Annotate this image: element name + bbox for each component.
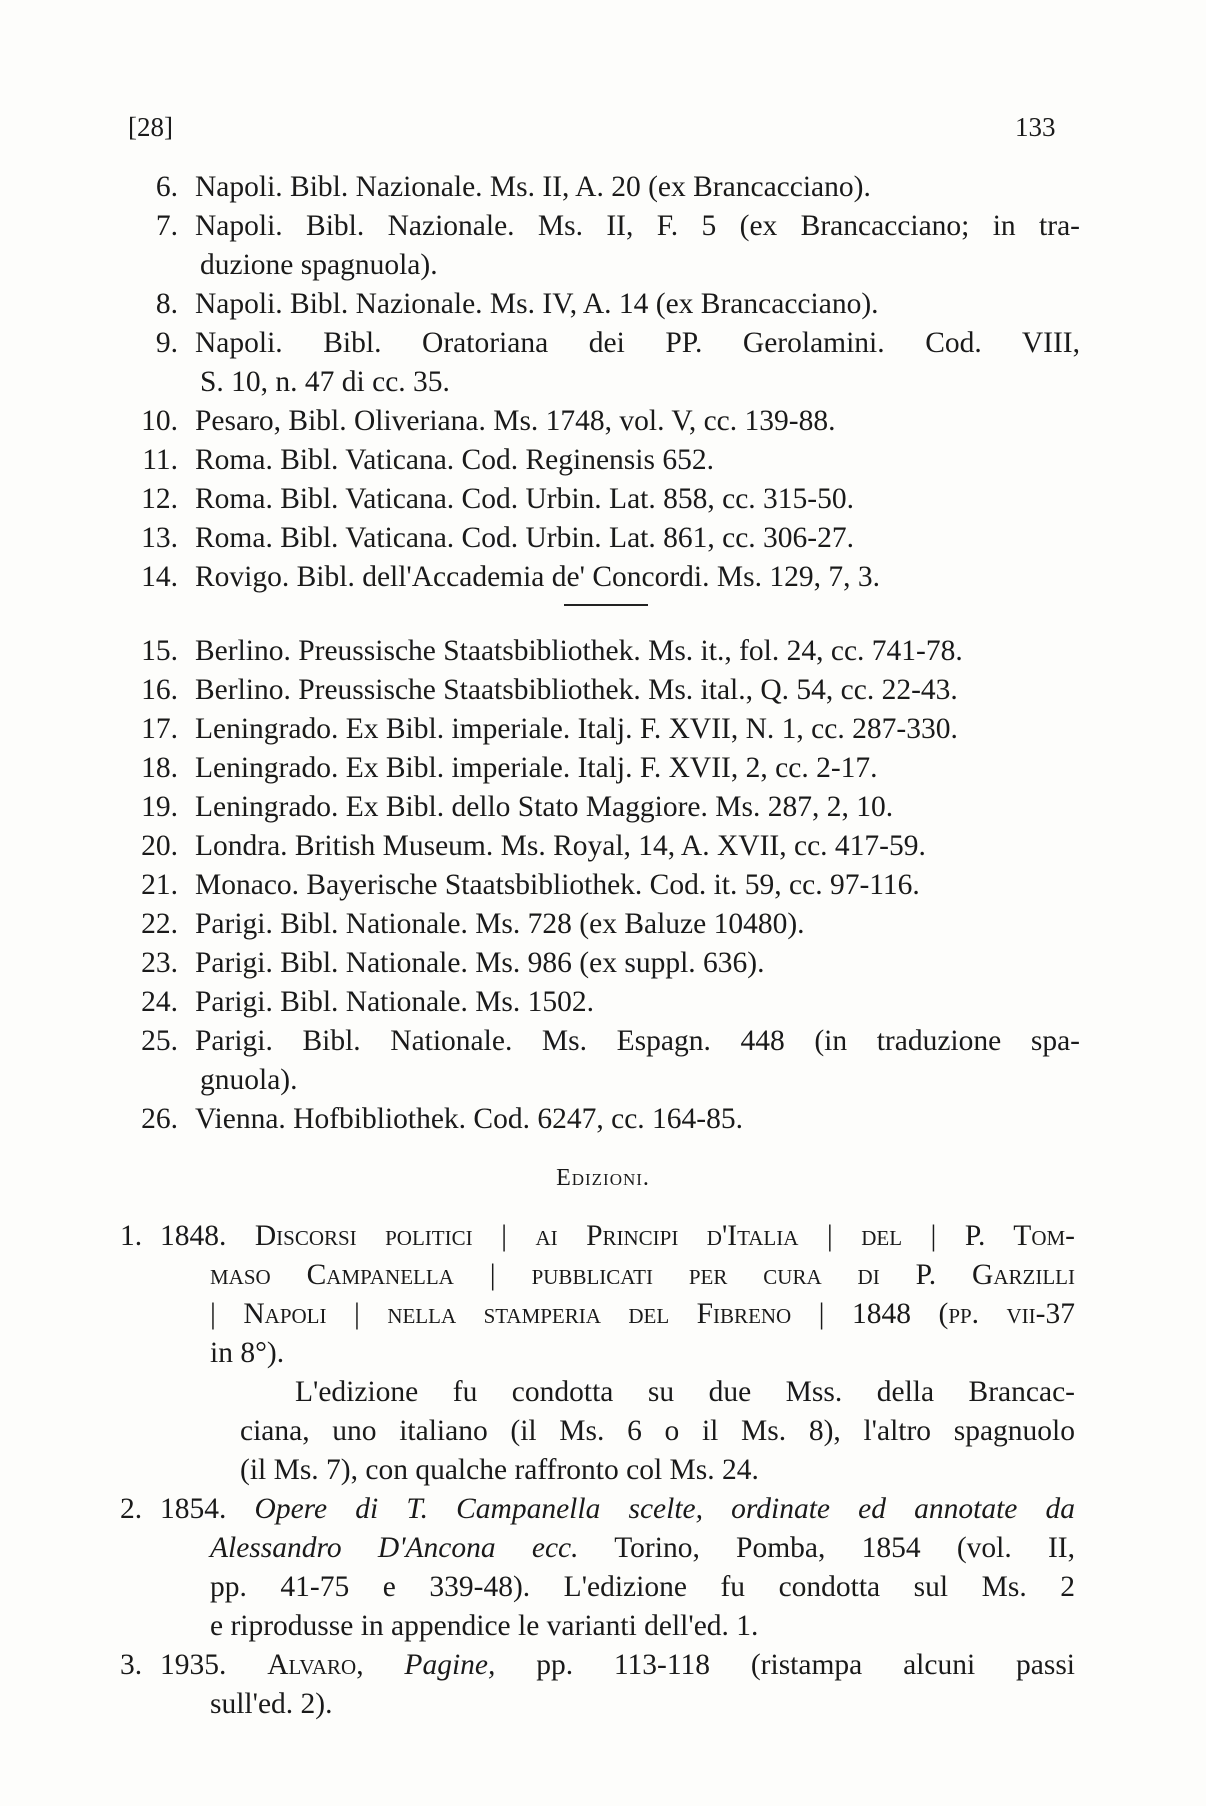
edition-line xyxy=(120,1295,1075,1334)
edition-text xyxy=(160,1490,1075,1529)
manuscript-text: S. 10, n. 47 di cc. 35. xyxy=(200,366,450,398)
manuscript-number: 20. xyxy=(141,830,178,862)
editions-list xyxy=(120,1217,1075,1724)
section-divider xyxy=(564,604,648,606)
manuscript-entry xyxy=(120,519,1080,558)
edition-text: | Napoli | nella stamperia del Fibreno | 1848 (pp. vii-37 xyxy=(210,1298,1075,1330)
edition-text: maso Campanella | pubblicati per cura di P. Garzilli xyxy=(210,1259,1075,1291)
manuscript-text: Vienna. Hofbibliothek. Cod. 6247, cc. 164-85. xyxy=(195,1103,743,1135)
manuscript-entry xyxy=(120,441,1080,480)
edition-line xyxy=(120,1256,1075,1295)
page-number: 133 xyxy=(1015,112,1056,142)
edition-number: 2. xyxy=(120,1493,143,1525)
manuscript-number: 25. xyxy=(141,1025,178,1057)
manuscript-entry xyxy=(120,285,1080,324)
manuscript-list-abroad xyxy=(120,632,1080,1139)
edition-line xyxy=(120,1646,1075,1685)
editions-heading: Edizioni. xyxy=(556,1165,650,1191)
edition-title: Pagine, xyxy=(404,1649,496,1681)
manuscript-text: Leningrado. Ex Bibl. imperiale. Italj. F. XVII, N. 1, cc. 287-330. xyxy=(195,713,958,745)
edition-line xyxy=(120,1217,1075,1256)
edition-title: Alessandro D'Ancona ecc. xyxy=(210,1532,579,1564)
manuscript-text: Napoli. Bibl. Oratoriana dei PP. Gerolamini. Cod. VIII, xyxy=(195,327,1080,359)
manuscript-text: Londra. British Museum. Ms. Royal, 14, A. XVII, cc. 417-59. xyxy=(195,830,926,862)
manuscript-text: Napoli. Bibl. Nazionale. Ms. II, A. 20 (ex Brancacciano). xyxy=(195,171,871,203)
edition-note-line xyxy=(120,1373,1075,1412)
manuscript-number: 8. xyxy=(155,288,178,320)
manuscript-text: Leningrado. Ex Bibl. imperiale. Italj. F. XVII, 2, cc. 2-17. xyxy=(195,752,878,784)
edition-year: 1854. xyxy=(160,1493,227,1525)
manuscript-number: 23. xyxy=(141,947,178,979)
manuscript-text: Napoli. Bibl. Nazionale. Ms. IV, A. 14 (ex Brancacciano). xyxy=(195,288,879,320)
manuscript-text: Monaco. Bayerische Staatsbibliothek. Cod. it. 59, cc. 97-116. xyxy=(195,869,920,901)
manuscript-entry xyxy=(120,866,1080,905)
edition-text xyxy=(160,1646,1075,1685)
manuscript-text: Roma. Bibl. Vaticana. Cod. Urbin. Lat. 858, cc. 315-50. xyxy=(195,483,854,515)
manuscript-text: Berlino. Preussische Staatsbibliothek. Ms. it., fol. 24, cc. 741-78. xyxy=(195,635,963,667)
edition-note: ciana, uno italiano (il Ms. 6 o il Ms. 8), l'altro spagnuolo xyxy=(240,1415,1075,1447)
edition-note-line xyxy=(120,1451,1075,1490)
manuscript-text: gnuola). xyxy=(200,1064,298,1096)
manuscript-entry xyxy=(120,1100,1080,1139)
manuscript-number: 17. xyxy=(141,713,178,745)
edition-author: Alvaro, xyxy=(267,1649,364,1681)
manuscript-number: 15. xyxy=(141,635,178,667)
manuscript-entry xyxy=(120,983,1080,1022)
edition-number: 1. xyxy=(120,1220,143,1252)
page-section-number: [28] xyxy=(128,112,173,142)
manuscript-entry xyxy=(120,402,1080,441)
manuscript-number: 14. xyxy=(141,561,178,593)
edition-text: 1848. Discorsi politici | ai Principi d'Italia | del | P. Tom- xyxy=(160,1220,1075,1252)
manuscript-number: 12. xyxy=(141,483,178,515)
manuscript-entry xyxy=(120,749,1080,788)
manuscript-text: Berlino. Preussische Staatsbibliothek. Ms. ital., Q. 54, cc. 22-43. xyxy=(195,674,958,706)
manuscript-entry xyxy=(120,324,1080,363)
edition-line xyxy=(120,1568,1075,1607)
manuscript-entry xyxy=(120,788,1080,827)
manuscript-entry xyxy=(120,671,1080,710)
manuscript-entry xyxy=(120,905,1080,944)
manuscript-number: 11. xyxy=(142,444,178,476)
manuscript-entry xyxy=(120,207,1080,246)
manuscript-text: Pesaro, Bibl. Oliveriana. Ms. 1748, vol. V, cc. 139-88. xyxy=(195,405,836,437)
edition-year: 1935. xyxy=(160,1649,227,1681)
manuscript-text: Parigi. Bibl. Nationale. Ms. 1502. xyxy=(195,986,595,1018)
edition-text: pp. 41-75 e 339-48). L'edizione fu condotta sul Ms. 2 xyxy=(210,1571,1075,1603)
edition-line xyxy=(120,1529,1075,1568)
edition-text: sull'ed. 2). xyxy=(210,1688,333,1720)
manuscript-entry xyxy=(120,1022,1080,1061)
manuscript-text: Rovigo. Bibl. dell'Accademia de' Concordi. Ms. 129, 7, 3. xyxy=(195,561,880,593)
manuscript-number: 16. xyxy=(141,674,178,706)
manuscript-number: 9. xyxy=(155,327,178,359)
manuscript-number: 22. xyxy=(141,908,178,940)
manuscript-text: Roma. Bibl. Vaticana. Cod. Reginensis 652. xyxy=(195,444,714,476)
edition-imprint: Torino, Pomba, 1854 (vol. II, xyxy=(578,1532,1075,1564)
manuscript-text: Parigi. Bibl. Nationale. Ms. Espagn. 448 (in traduzione spa- xyxy=(195,1025,1080,1057)
manuscript-entry xyxy=(120,1061,1080,1100)
manuscript-number: 6. xyxy=(155,171,178,203)
edition-note-line xyxy=(120,1412,1075,1451)
edition-note: (il Ms. 7), con qualche raffronto col Ms. 24. xyxy=(240,1454,759,1486)
manuscript-entry xyxy=(120,168,1080,207)
manuscript-number: 18. xyxy=(141,752,178,784)
edition-title: Opere di T. Campanella scelte, ordinate ed annotate da xyxy=(254,1493,1075,1525)
manuscript-text: Roma. Bibl. Vaticana. Cod. Urbin. Lat. 861, cc. 306-27. xyxy=(195,522,854,554)
edition-number: 3. xyxy=(120,1649,143,1681)
manuscript-entry xyxy=(120,246,1080,285)
manuscript-number: 13. xyxy=(141,522,178,554)
manuscript-text: Leningrado. Ex Bibl. dello Stato Maggiore. Ms. 287, 2, 10. xyxy=(195,791,894,823)
manuscript-number: 10. xyxy=(141,405,178,437)
edition-text xyxy=(210,1529,1075,1568)
manuscript-entry xyxy=(120,558,1080,597)
manuscript-number: 21. xyxy=(141,869,178,901)
manuscript-number: 26. xyxy=(141,1103,178,1135)
manuscript-entry xyxy=(120,363,1080,402)
edition-line xyxy=(120,1685,1075,1724)
manuscript-text: Parigi. Bibl. Nationale. Ms. 986 (ex suppl. 636). xyxy=(195,947,765,979)
manuscript-entry xyxy=(120,827,1080,866)
manuscript-text: Napoli. Bibl. Nazionale. Ms. II, F. 5 (ex Brancacciano; in tra- xyxy=(195,210,1080,242)
manuscript-text: Parigi. Bibl. Nationale. Ms. 728 (ex Baluze 10480). xyxy=(195,908,805,940)
edition-line xyxy=(120,1607,1075,1646)
manuscript-number: 7. xyxy=(155,210,178,242)
edition-line xyxy=(120,1490,1075,1529)
edition-line xyxy=(120,1334,1075,1373)
manuscript-entry xyxy=(120,480,1080,519)
manuscript-entry xyxy=(120,710,1080,749)
manuscript-entry xyxy=(120,944,1080,983)
manuscript-list-italy xyxy=(120,168,1080,597)
manuscript-number: 24. xyxy=(141,986,178,1018)
edition-note: L'edizione fu condotta su due Mss. della Brancac- xyxy=(295,1376,1075,1408)
edition-imprint: pp. 113-118 (ristampa alcuni passi xyxy=(495,1649,1075,1681)
manuscript-number: 19. xyxy=(141,791,178,823)
manuscript-text: duzione spagnuola). xyxy=(200,249,438,281)
manuscript-entry xyxy=(120,632,1080,671)
edition-text: in 8°). xyxy=(210,1337,285,1369)
edition-text: e riprodusse in appendice le varianti dell'ed. 1. xyxy=(210,1610,759,1642)
